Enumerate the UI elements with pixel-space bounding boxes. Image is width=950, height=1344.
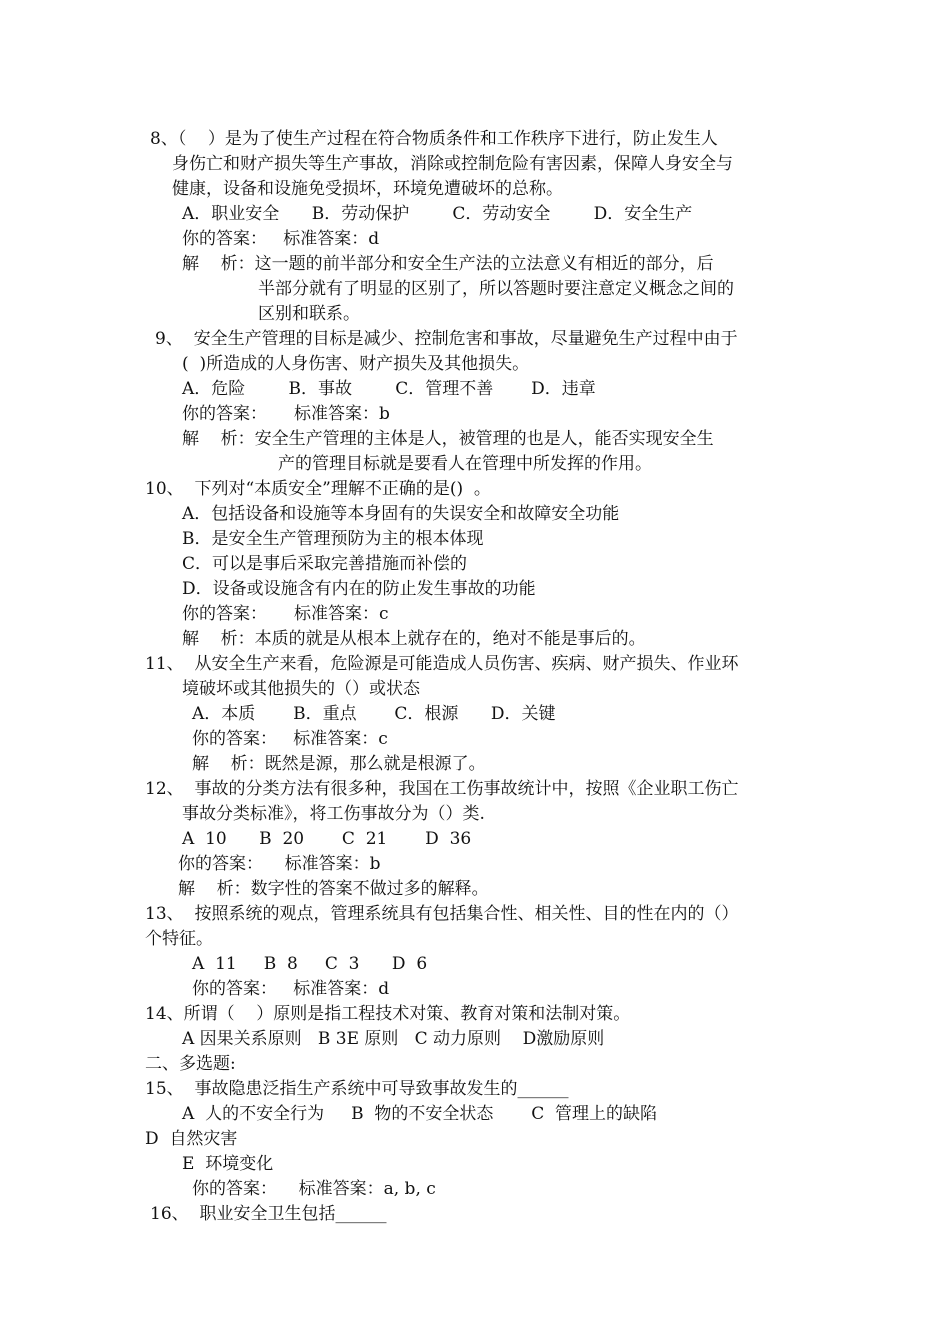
q10-option-c: C．可以是事后采取完善措施而补偿的 [182,554,468,574]
q15-options-2: D 自然灾害 [145,1129,238,1149]
q8-analysis-2: 半部分就有了明显的区别了，所以答题时要注意定义概念之间的 [258,279,734,299]
q12-options: A 10 B 20 C 21 D 36 [182,829,472,849]
q10-option-b: B．是安全生产管理预防为主的根本体现 [182,529,484,549]
q13-line-2: 个特征。 [145,929,213,949]
q11-analysis: 解 析：既然是源，那么就是根源了。 [192,754,486,774]
q9-line-1: 9、 安全生产管理的目标是减少、控制危害和事故，尽量避免生产过程中由于 [155,329,738,349]
q10-option-a: A．包括设备和设施等本身固有的失误安全和故障安全功能 [182,504,620,524]
q14-line-1: 14、所谓（ ）原则是指工程技术对策、教育对策和法制对策。 [145,1004,631,1024]
q14-options: A 因果关系原则 B 3E 原则 C 动力原则 D激励原则 [182,1029,605,1049]
q8-options: A．职业安全 B．劳动保护 C．劳动安全 D．安全生产 [182,204,693,224]
q9-analysis-1: 解 析：安全生产管理的主体是人，被管理的也是人，能否实现安全生 [182,429,714,449]
q15-answer: 你的答案： 标准答案：a, b, c [192,1179,436,1199]
q8-analysis-1: 解 析：这一题的前半部分和安全生产法的立法意义有相近的部分，后 [182,254,714,274]
q9-line-2: ( )所造成的人身伤害、财产损失及其他损失。 [182,354,530,374]
q11-options: A．本质 B．重点 C．根源 D．关键 [192,704,556,724]
q13-line-1: 13、 按照系统的观点，管理系统具有包括集合性、相关性、目的性在内的（） [145,904,739,924]
q15-options-1: A 人的不安全行为 B 物的不安全状态 C 管理上的缺陷 [182,1104,658,1124]
q13-answer: 你的答案： 标准答案：d [192,979,390,999]
q10-analysis: 解 析：本质的就是从根本上就存在的，绝对不能是事后的。 [182,629,646,649]
q12-line-2: 事故分类标准》，将工伤事故分为（）类. [182,804,485,824]
q12-line-1: 12、 事故的分类方法有很多种，我国在工伤事故统计中，按照《企业职工伤亡 [145,779,739,799]
q8-analysis-3: 区别和联系。 [258,304,360,324]
q8-answer: 你的答案： 标准答案：d [182,229,380,249]
q10-answer: 你的答案： 标准答案：c [182,604,389,624]
q11-line-1: 11、 从安全生产来看，危险源是可能造成人员伤害、疾病、财产损失、作业环 [145,654,739,674]
q15-option-e: E 环境变化 [182,1154,274,1174]
q10-line-1: 10、 下列对“本质安全”理解不正确的是() 。 [145,479,491,499]
q8-line-1: 8、（ ）是为了使生产过程在符合物质条件和工作秩序下进行，防止发生人 [150,129,718,149]
q13-options: A 11 B 8 C 3 D 6 [192,954,428,974]
q15-line-1: 15、 事故隐患泛指生产系统中可导致事故发生的______ [145,1079,569,1099]
q12-analysis: 解 析：数字性的答案不做过多的解释。 [178,879,489,899]
q10-option-d: D．设备或设施含有内在的防止发生事故的功能 [182,579,536,599]
q16-line-1: 16、 职业安全卫生包括______ [150,1204,387,1224]
q11-line-2: 境破坏或其他损失的（）或状态 [182,679,420,699]
q8-line-3: 健康，设备和设施免受损坏，环境免遭破坏的总称。 [172,179,563,199]
q9-options: A．危险 B．事故 C．管理不善 D．违章 [182,379,596,399]
q12-answer: 你的答案： 标准答案：b [178,854,381,874]
section-multi-choice: 二、多选题: [145,1054,236,1074]
q11-answer: 你的答案： 标准答案：c [192,729,388,749]
q9-answer: 你的答案： 标准答案：b [182,404,390,424]
q8-line-2: 身伤亡和财产损失等生产事故，消除或控制危险有害因素，保障人身安全与 [172,154,733,174]
q9-analysis-2: 产的管理目标就是要看人在管理中所发挥的作用。 [278,454,652,474]
